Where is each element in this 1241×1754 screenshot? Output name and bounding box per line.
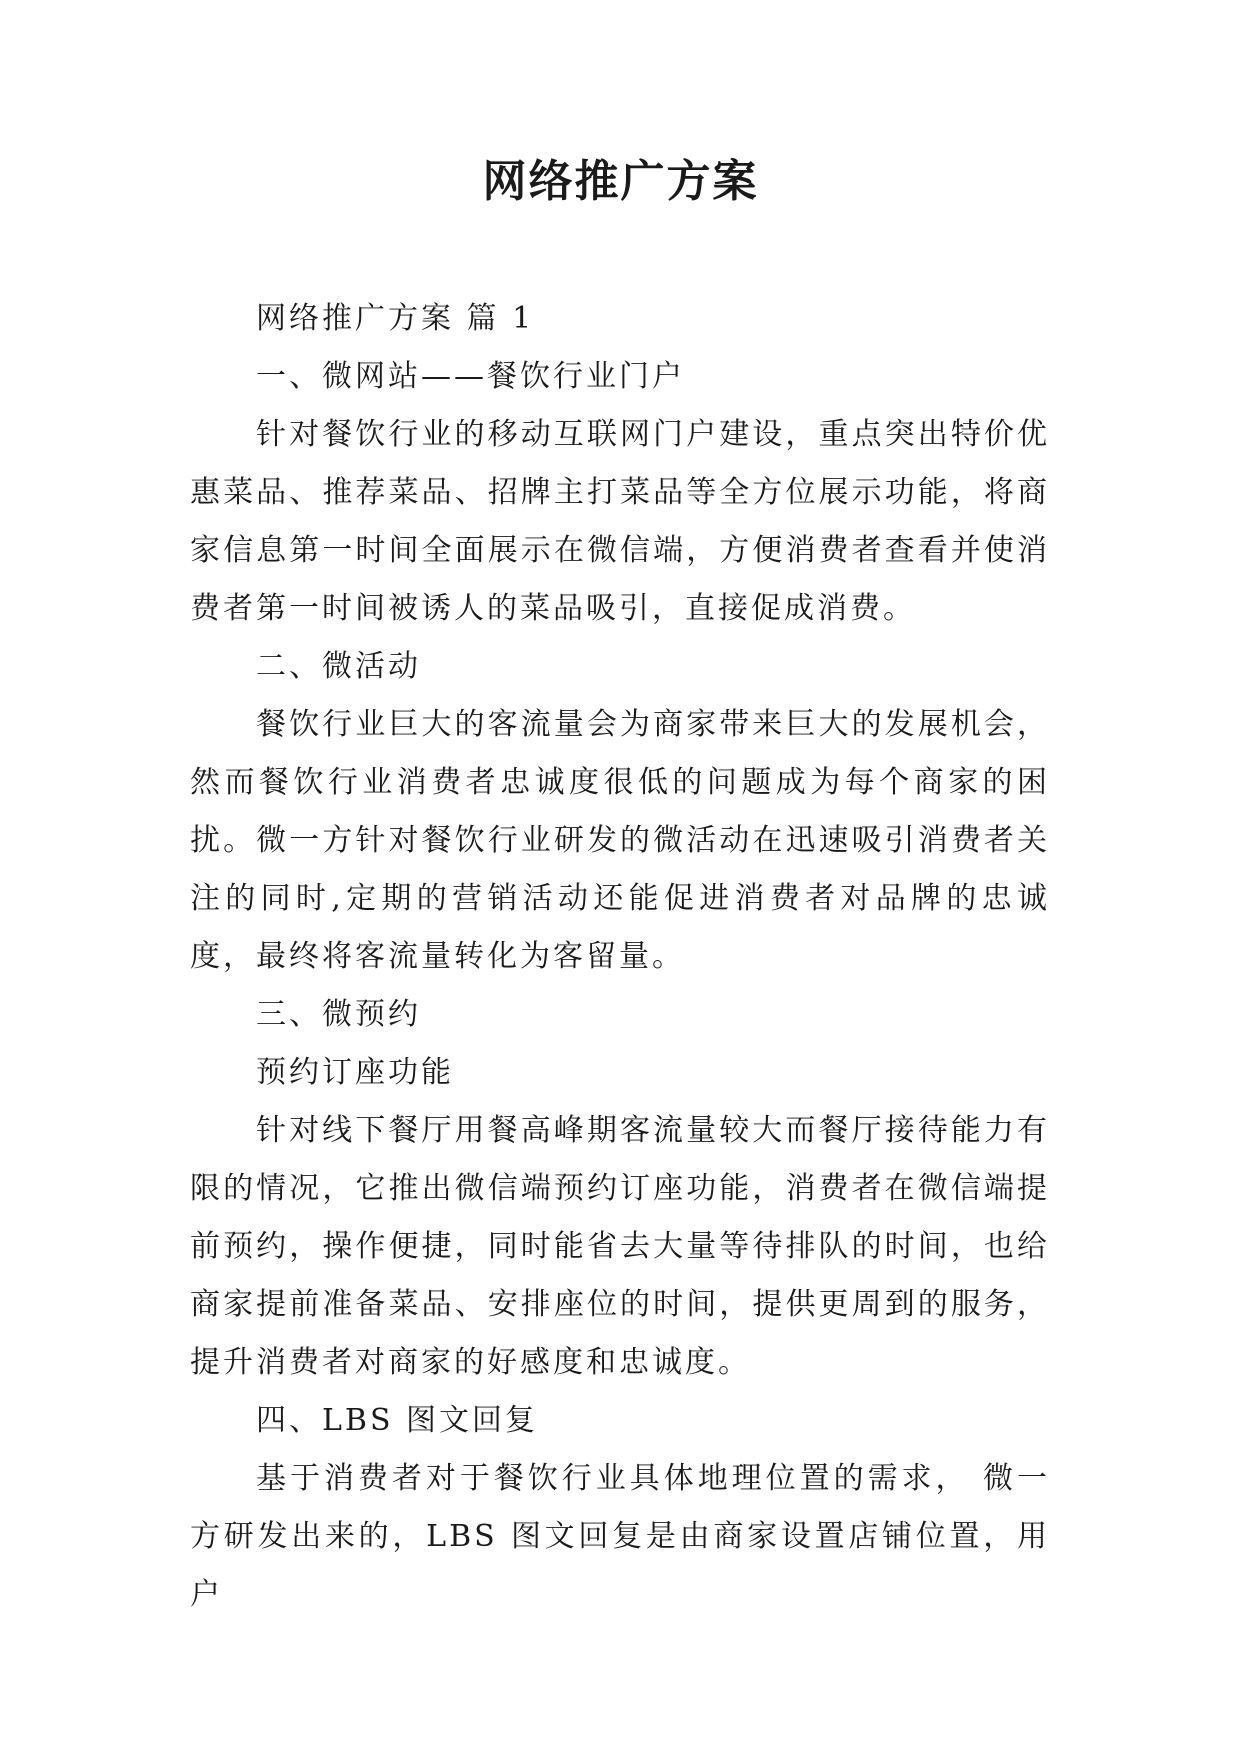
body-paragraph: 针对线下餐厅用餐高峰期客流量较大而餐厅接待能力有限的情况，它推出微信端预约订座功能，消费者在微信端提前预约，操作便捷，同时能省去大量等待排队的时间，也给商家提前准备菜品、安排座位的时间，提供更周到的服务，提升消费者对商家的好感度和忠诚度。 [190,1113,1050,1380]
body-paragraph: 针对餐饮行业的移动互联网门户建设，重点突出特价优惠菜品、推荐菜品、招牌主打菜品等全方位展示功能，将商家信息第一时间全面展示在微信端，方便消费者查看并使消费者第一时间被诱人的菜品吸引，直接促成消费。 [190,417,1050,626]
section-heading: 二、微活动 [256,649,421,684]
document-body [190,290,1050,1624]
section-heading: 四、LBS 图文回复 [256,1403,539,1438]
body-paragraph: 基于消费者对于餐饮行业具体地理位置的需求， 微一方研发出来的，LBS 图文回复是由商家设置店铺位置，用户 [190,1461,1050,1612]
subsection-heading: 预约订座功能 [256,1055,454,1090]
section-heading: 网络推广方案 篇 1 [256,301,535,336]
section-heading: 三、微预约 [256,997,421,1032]
body-paragraph: 餐饮行业巨大的客流量会为商家带来巨大的发展机会，然而餐饮行业消费者忠诚度很低的问题成为每个商家的困扰。微一方针对餐饮行业研发的微活动在迅速吸引消费者关注的同时,定期的营销活动还能促进消费者对品牌的忠诚度，最终将客流量转化为客留量。 [190,707,1050,974]
document-title: 网络推广方案 [482,156,759,207]
section-heading: 一、微网站——餐饮行业门户 [256,359,685,394]
